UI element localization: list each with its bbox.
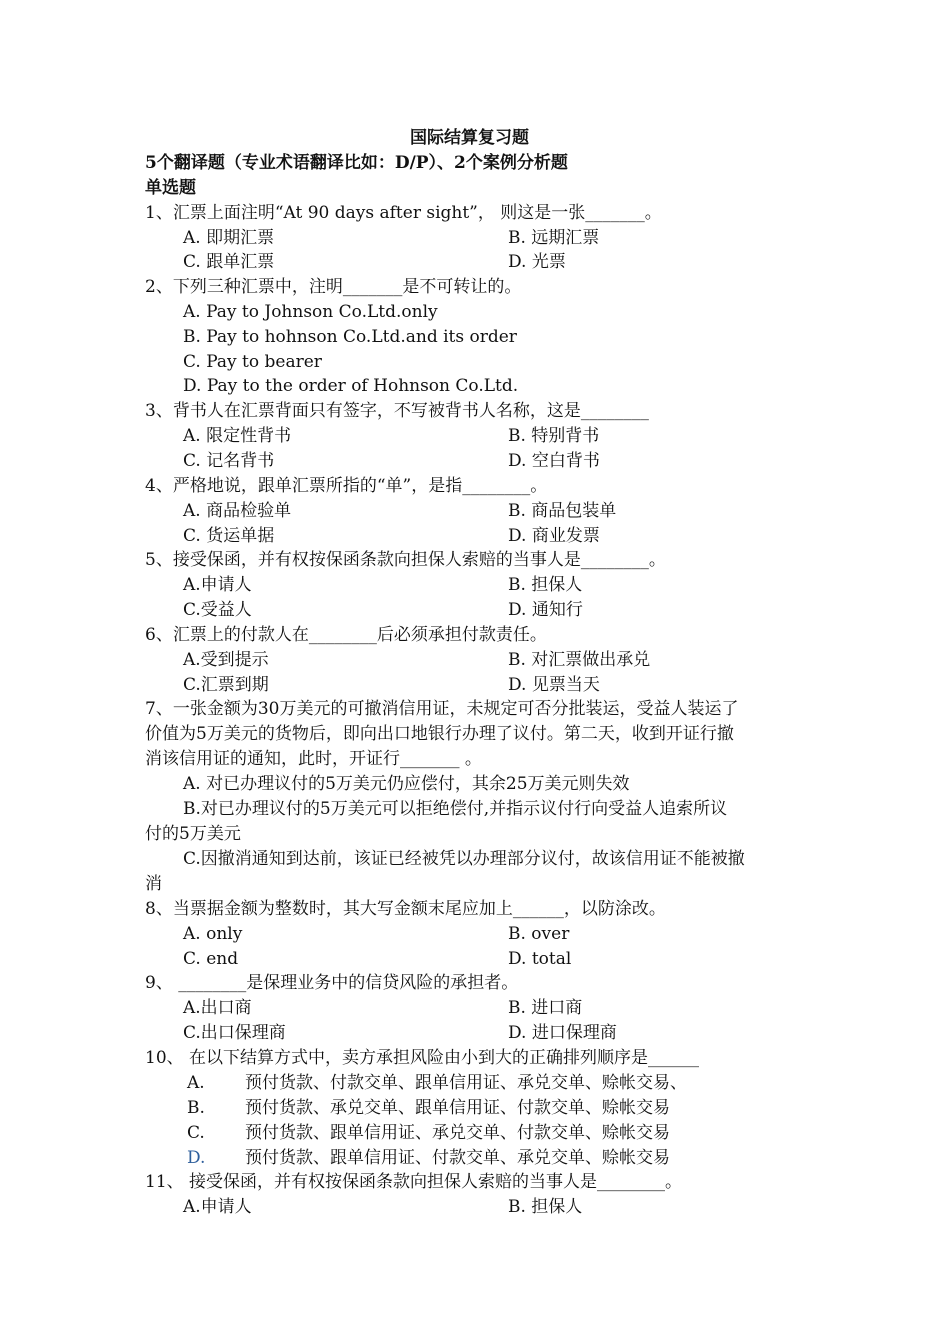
option: D. 进口保理商 — [508, 1023, 617, 1043]
section-heading: 单选题 — [145, 178, 196, 198]
question-stem: 9、 ________是保理业务中的信贷风险的承担者。 — [145, 973, 519, 993]
option: B. 商品包装单 — [508, 501, 617, 521]
option: B. 对汇票做出承兑 — [508, 650, 651, 670]
option: C. end — [183, 949, 239, 969]
option-text: 预付货款、跟单信用证、承兑交单、付款交单、赊帐交易 — [245, 1123, 670, 1143]
option-line: 付的5万美元 — [145, 824, 241, 844]
option-line: A. 对已办理议付的5万美元仍应偿付，其余25万美元则失效 — [183, 774, 630, 794]
option: C.出口保理商 — [183, 1023, 286, 1043]
document-title: 国际结算复习题 — [410, 128, 529, 148]
option: C.受益人 — [183, 600, 252, 620]
option-letter: D. — [187, 1148, 206, 1168]
option: A. 限定性背书 — [183, 426, 292, 446]
option: D. 商业发票 — [508, 526, 600, 546]
question-stem: 10、 在以下结算方式中，卖方承担风险由小到大的正确排列顺序是______ — [145, 1048, 700, 1068]
question-stem: 6、汇票上的付款人在________后必须承担付款责任。 — [145, 625, 547, 645]
question-stem: 1、汇票上面注明“At 90 days after sight”， 则这是一张_______。 — [145, 203, 662, 223]
option: A. Pay to Johnson Co.Ltd.only — [183, 302, 438, 322]
option: D. 光票 — [508, 252, 566, 272]
question-stem: 5、接受保函，并有权按保函条款向担保人索赔的当事人是________。 — [145, 550, 666, 570]
option: C.汇票到期 — [183, 675, 269, 695]
option: C. 跟单汇票 — [183, 252, 275, 272]
question-stem: 11、 接受保函，并有权按保函条款向担保人索赔的当事人是________。 — [145, 1172, 683, 1192]
option: B. over — [508, 924, 570, 944]
option-letter: B. — [187, 1098, 205, 1118]
option: B. 担保人 — [508, 575, 583, 595]
option: A.出口商 — [183, 998, 252, 1018]
option: A. only — [183, 924, 243, 944]
question-stem-line: 7、一张金额为30万美元的可撤消信用证，未规定可否分批装运，受益人装运了 — [145, 699, 739, 719]
option: A.受到提示 — [183, 650, 269, 670]
option: A. 商品检验单 — [183, 501, 292, 521]
option-letter: C. — [187, 1123, 205, 1143]
option: D. 空白背书 — [508, 451, 600, 471]
option: D. 见票当天 — [508, 675, 600, 695]
question-stem: 4、严格地说，跟单汇票所指的“单”，是指________。 — [145, 476, 548, 496]
option: C. Pay to bearer — [183, 352, 322, 372]
option: D. Pay to the order of Hohnson Co.Ltd. — [183, 376, 519, 396]
option-text: 预付货款、承兑交单、跟单信用证、付款交单、赊帐交易 — [245, 1098, 670, 1118]
option: B. 特别背书 — [508, 426, 600, 446]
question-stem: 2、下列三种汇票中，注明_______是不可转让的。 — [145, 277, 522, 297]
question-stem: 8、当票据金额为整数时，其大写金额末尾应加上______，以防涂改。 — [145, 899, 666, 919]
option-line: B.对已办理议付的5万美元可以拒绝偿付,并指示议付行向受益人追索所议 — [183, 799, 728, 819]
question-stem: 3、背书人在汇票背面只有签字，不写被背书人名称，这是________ — [145, 401, 649, 421]
option-line: C.因撤消通知到达前，该证已经被凭以办理部分议付，故该信用证不能被撤 — [183, 849, 745, 869]
option: B. 进口商 — [508, 998, 583, 1018]
option: D. total — [508, 949, 572, 969]
option: C. 货运单据 — [183, 526, 275, 546]
option: A.申请人 — [183, 575, 252, 595]
option: C. 记名背书 — [183, 451, 275, 471]
document-subtitle: 5个翻译题（专业术语翻译比如：D/P）、2个案例分析题 — [145, 153, 568, 173]
option: B. 远期汇票 — [508, 228, 600, 248]
question-stem-line: 消该信用证的通知，此时，开证行_______ 。 — [145, 749, 482, 769]
option: B. 担保人 — [508, 1197, 583, 1217]
option: D. 通知行 — [508, 600, 583, 620]
option-line: 消 — [145, 874, 162, 894]
option: A.申请人 — [183, 1197, 252, 1217]
option: A. 即期汇票 — [183, 228, 275, 248]
option-text: 预付货款、付款交单、跟单信用证、承兑交单、赊帐交易、 — [245, 1073, 687, 1093]
question-stem-line: 价值为5万美元的货物后，即向出口地银行办理了议付。第二天，收到开证行撤 — [145, 724, 734, 744]
option-text: 预付货款、跟单信用证、付款交单、承兑交单、赊帐交易 — [245, 1148, 670, 1168]
option: B. Pay to hohnson Co.Ltd.and its order — [183, 327, 517, 347]
option-letter: A. — [187, 1073, 205, 1093]
